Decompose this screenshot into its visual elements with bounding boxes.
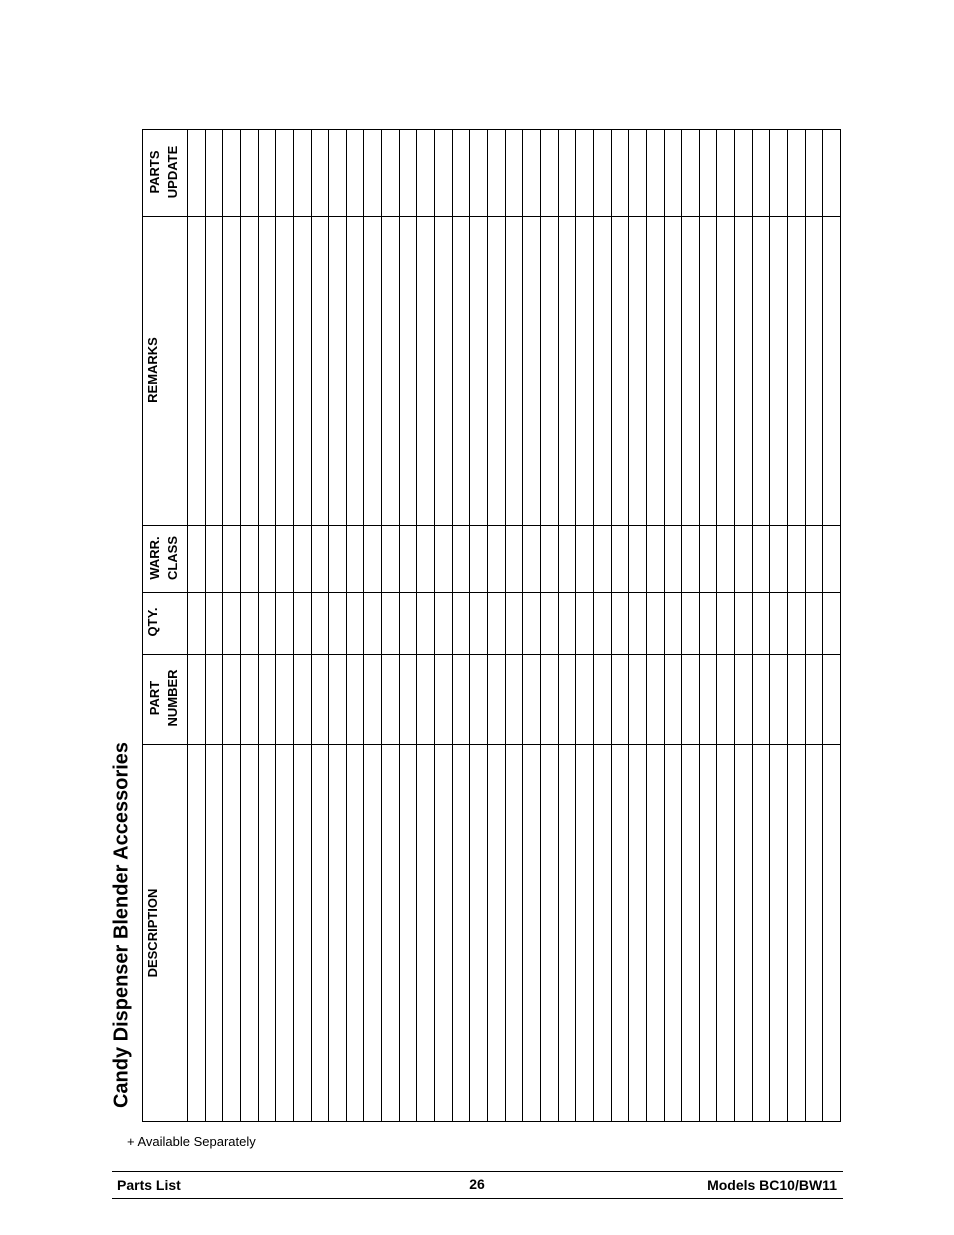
footer-models: Models BC10/BW11	[707, 1177, 837, 1193]
column-separator	[142, 744, 841, 745]
row-separator	[681, 129, 682, 1122]
header-part-number: PART NUMBER	[147, 669, 180, 727]
column-separator	[142, 525, 841, 526]
row-separator	[205, 129, 206, 1122]
header-remarks: REMARKS	[145, 337, 160, 403]
row-separator	[734, 129, 735, 1122]
footnote: + Available Separately	[127, 1134, 256, 1149]
row-separator	[487, 129, 488, 1122]
footer-doc-section: Parts List	[117, 1177, 181, 1193]
row-separator	[769, 129, 770, 1122]
table-border-top	[142, 129, 841, 130]
row-separator	[381, 129, 382, 1122]
row-separator	[187, 129, 188, 1122]
header-parts-update: PARTS UPDATE	[147, 145, 180, 199]
row-separator	[752, 129, 753, 1122]
row-separator	[699, 129, 700, 1122]
row-separator	[293, 129, 294, 1122]
row-separator	[222, 129, 223, 1122]
row-separator	[275, 129, 276, 1122]
row-separator	[328, 129, 329, 1122]
footer-page-number: 26	[469, 1176, 485, 1192]
row-separator	[664, 129, 665, 1122]
row-separator	[311, 129, 312, 1122]
table-border-right	[840, 129, 841, 1122]
row-separator	[258, 129, 259, 1122]
row-separator	[452, 129, 453, 1122]
page-footer	[112, 1171, 843, 1199]
row-separator	[346, 129, 347, 1122]
row-separator	[558, 129, 559, 1122]
row-separator	[716, 129, 717, 1122]
row-separator	[434, 129, 435, 1122]
header-qty: QTY.	[145, 607, 160, 637]
row-separator	[593, 129, 594, 1122]
row-separator	[611, 129, 612, 1122]
header-warr-class: WARR. CLASS	[147, 535, 180, 581]
row-separator	[805, 129, 806, 1122]
column-separator	[142, 592, 841, 593]
column-separator	[142, 216, 841, 217]
row-separator	[540, 129, 541, 1122]
row-separator	[416, 129, 417, 1122]
header-description: DESCRIPTION	[145, 888, 160, 978]
table-border-bottom	[142, 1121, 841, 1122]
row-separator	[628, 129, 629, 1122]
row-separator	[240, 129, 241, 1122]
row-separator	[469, 129, 470, 1122]
parts-table	[142, 129, 841, 1122]
row-separator	[822, 129, 823, 1122]
page-title: Candy Dispenser Blender Accessories	[110, 741, 133, 1109]
column-separator	[142, 654, 841, 655]
row-separator	[787, 129, 788, 1122]
row-separator	[363, 129, 364, 1122]
row-separator	[505, 129, 506, 1122]
table-border-left	[142, 129, 143, 1122]
row-separator	[575, 129, 576, 1122]
row-separator	[646, 129, 647, 1122]
row-separator	[399, 129, 400, 1122]
row-separator	[522, 129, 523, 1122]
